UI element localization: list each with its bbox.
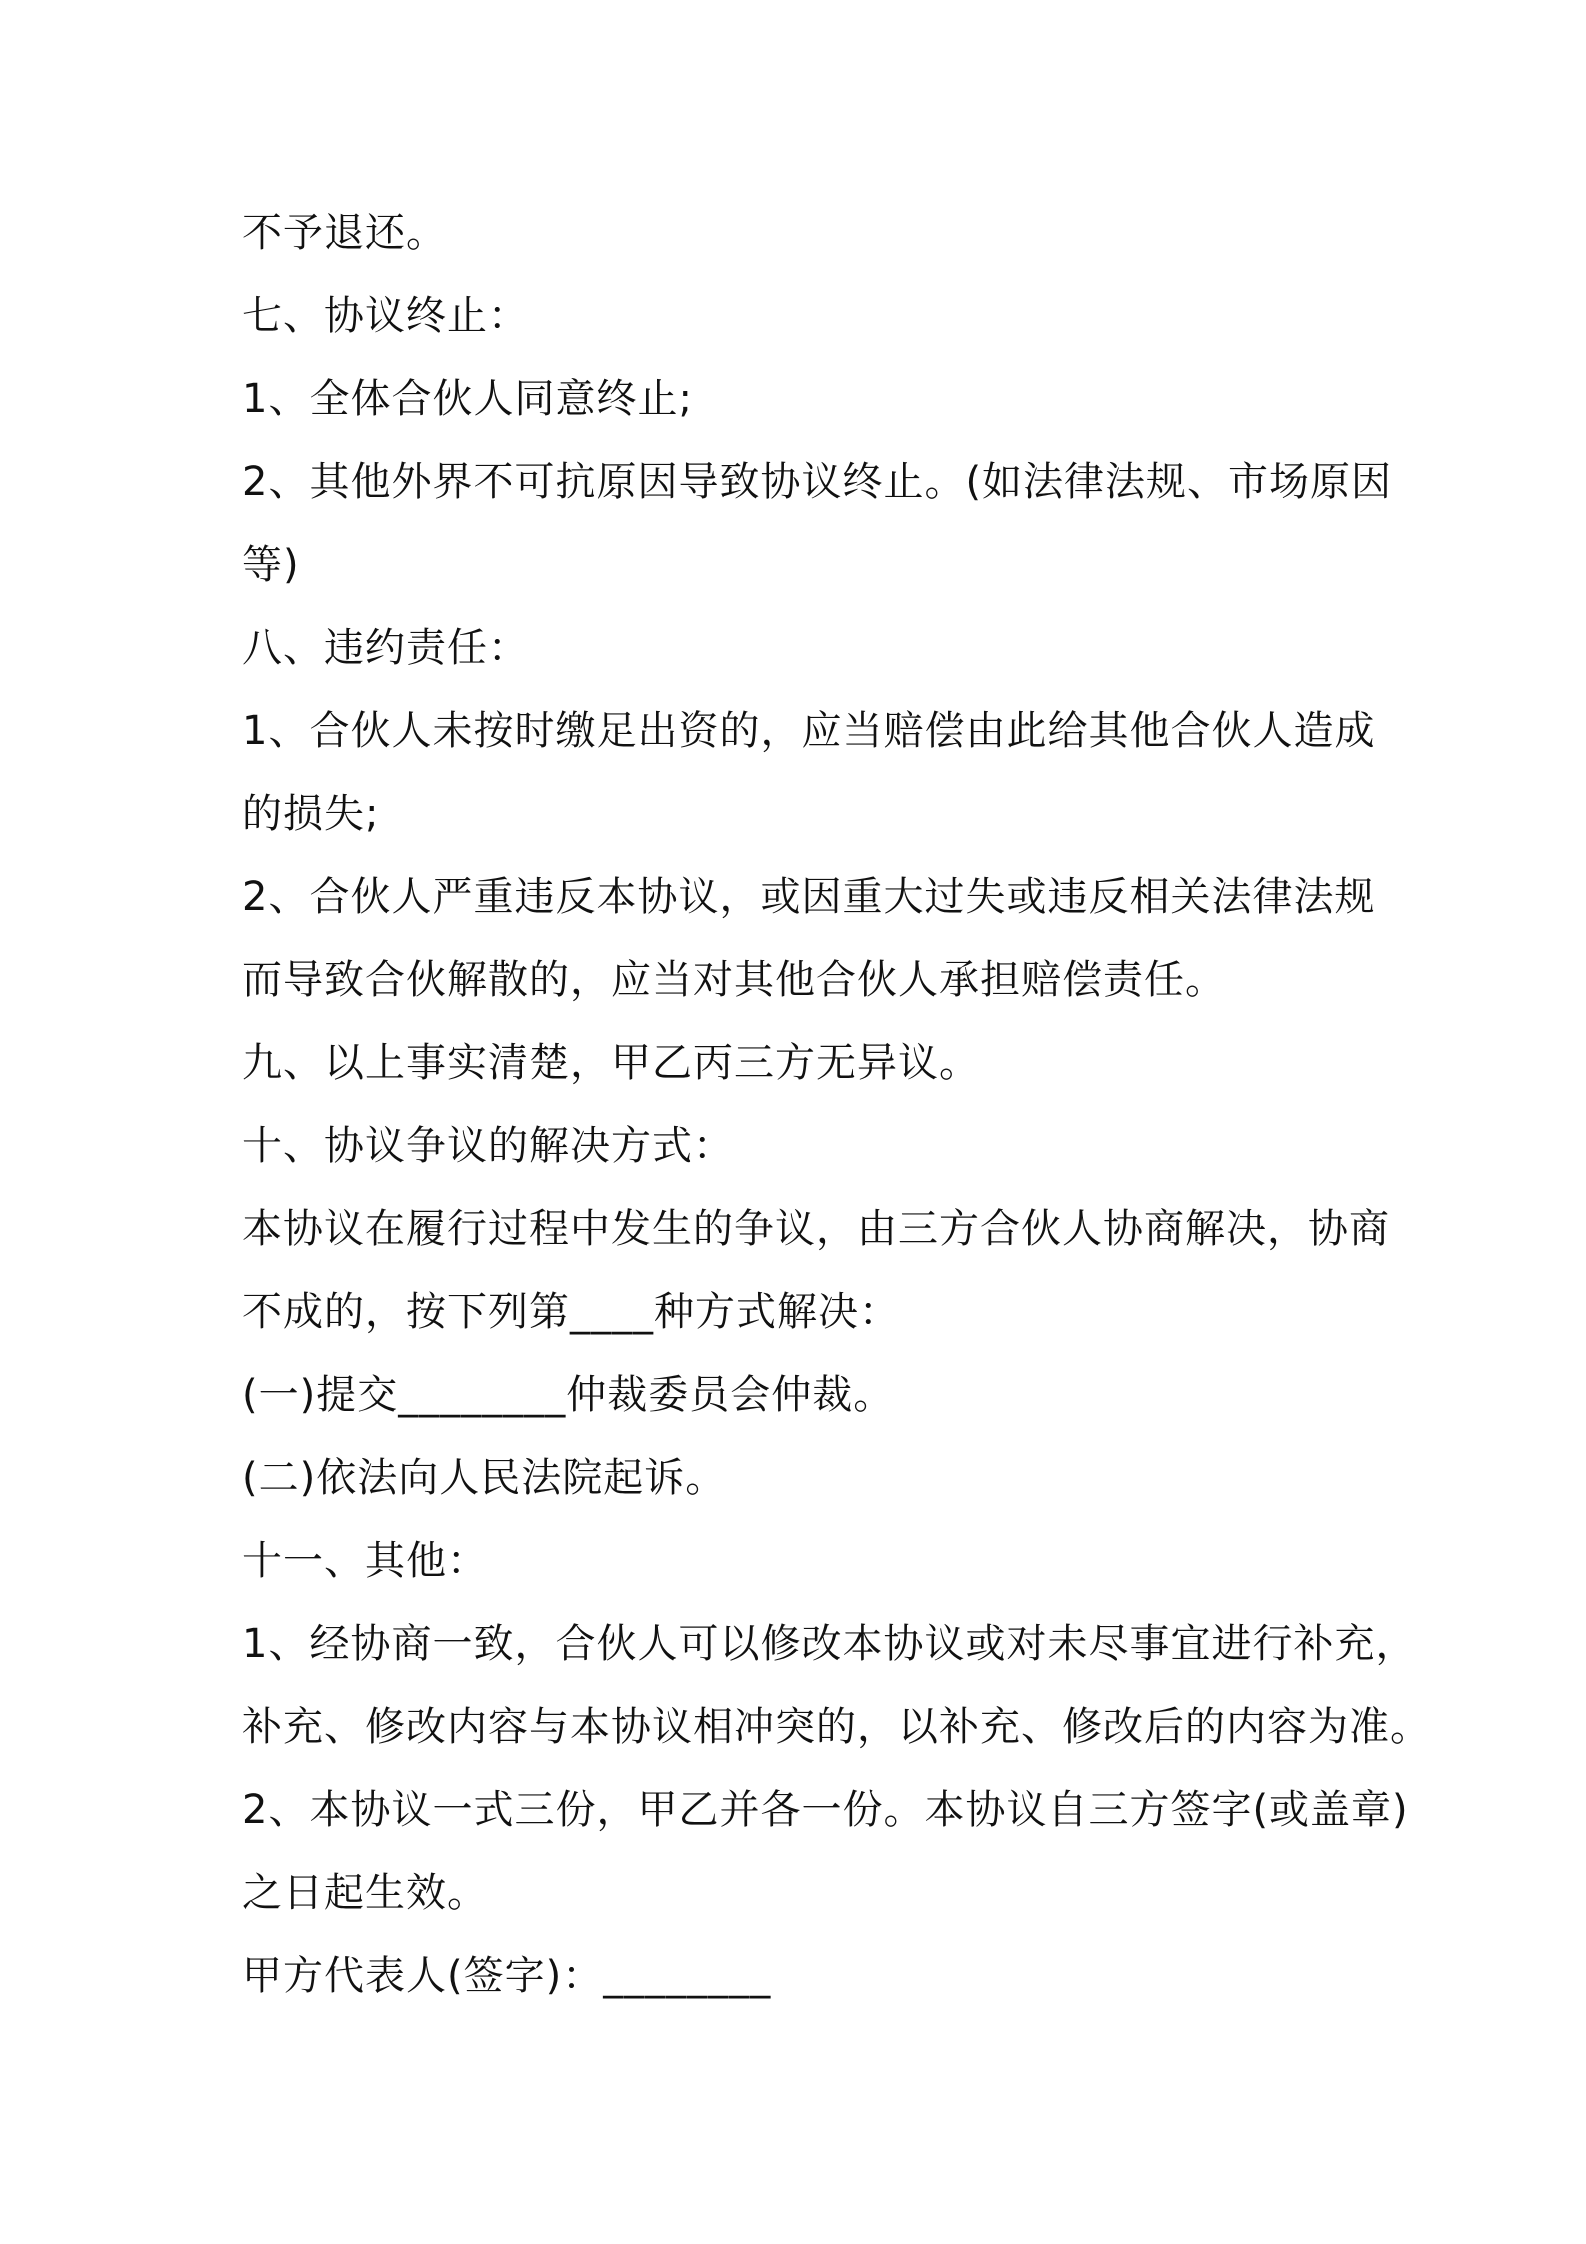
text-line: 1、全体合伙人同意终止;: [242, 376, 693, 422]
section-heading: 十一、其他：: [242, 1538, 488, 1584]
text-line: 不予退还。: [242, 210, 447, 256]
text-line: 2、本协议一式三份，甲乙并各一份。本协议自三方签字(或盖章): [242, 1787, 1409, 1833]
text-line: 本协议在履行过程中发生的争议，由三方合伙人协商解决，协商: [242, 1206, 1390, 1252]
section-heading: 八、违约责任：: [242, 625, 529, 671]
text-line: 等): [242, 542, 300, 588]
text-line: 2、合伙人严重违反本协议，或因重大过失或违反相关法律法规: [242, 874, 1376, 920]
signature-line: 甲方代表人(签字)：________: [242, 1953, 772, 1999]
section-heading: 十、协议争议的解决方式：: [242, 1123, 734, 1169]
document-body: [242, 192, 1431, 2018]
text-line: 1、合伙人未按时缴足出资的，应当赔偿由此给其他合伙人造成: [242, 708, 1376, 754]
text-line: (一)提交________仲裁委员会仲裁。: [242, 1372, 895, 1418]
section-heading: 七、协议终止：: [242, 293, 529, 339]
text-line: 的损失;: [242, 791, 380, 837]
section-heading: 九、以上事实清楚，甲乙丙三方无异议。: [242, 1040, 980, 1086]
text-line: (二)依法向人民法院起诉。: [242, 1455, 727, 1501]
text-line: 2、其他外界不可抗原因导致协议终止。(如法律法规、市场原因: [242, 459, 1393, 505]
text-line: 1、经协商一致，合伙人可以修改本协议或对未尽事宜进行补充，: [242, 1621, 1417, 1667]
text-line: 而导致合伙解散的，应当对其他合伙人承担赔偿责任。: [242, 957, 1226, 1003]
text-line: 不成的，按下列第____种方式解决：: [242, 1289, 900, 1335]
text-line: 补充、修改内容与本协议相冲突的，以补充、修改后的内容为准。: [242, 1704, 1431, 1750]
text-line: 之日起生效。: [242, 1870, 488, 1916]
